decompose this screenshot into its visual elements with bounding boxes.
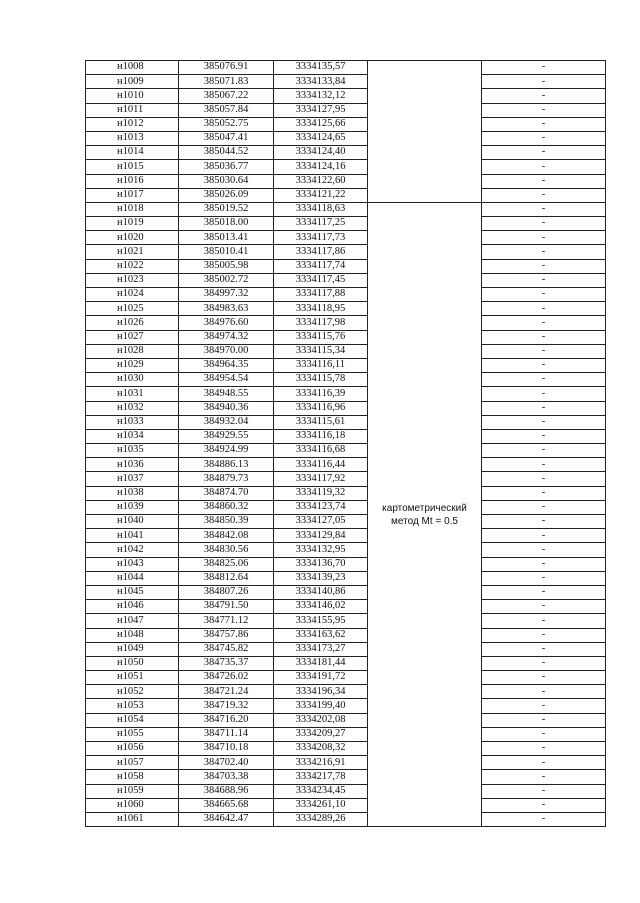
point-name: н1049 (86, 642, 179, 656)
coordinate-y: 3334117,92 (274, 472, 368, 486)
point-name: н1054 (86, 713, 179, 727)
point-name: н1025 (86, 302, 179, 316)
coordinate-x: 384791.50 (179, 600, 274, 614)
point-name: н1010 (86, 89, 179, 103)
point-name: н1038 (86, 486, 179, 500)
table-row (86, 146, 606, 160)
table-row (86, 742, 606, 756)
table-row (86, 75, 606, 89)
coordinate-y: 3334116,39 (274, 387, 368, 401)
coordinate-x: 384976.60 (179, 316, 274, 330)
coordinate-x: 384983.63 (179, 302, 274, 316)
point-name: н1057 (86, 756, 179, 770)
point-name: н1011 (86, 103, 179, 117)
coordinate-x: 385026.09 (179, 188, 274, 202)
table-row (86, 302, 606, 316)
coordinate-y: 3334117,25 (274, 217, 368, 231)
coordinate-x: 384970.00 (179, 344, 274, 358)
note-cell: - (482, 756, 606, 770)
note-cell: - (482, 472, 606, 486)
coordinate-x: 384974.32 (179, 330, 274, 344)
coordinate-y: 3334115,76 (274, 330, 368, 344)
coordinate-y: 3334146,02 (274, 600, 368, 614)
point-name: н1037 (86, 472, 179, 486)
coordinate-x: 385071.83 (179, 75, 274, 89)
point-name: н1047 (86, 614, 179, 628)
coordinate-y: 3334116,96 (274, 401, 368, 415)
coordinate-x: 385067.22 (179, 89, 274, 103)
point-name: н1023 (86, 273, 179, 287)
note-cell: - (482, 429, 606, 443)
note-cell: - (482, 401, 606, 415)
coordinate-y: 3334116,18 (274, 429, 368, 443)
point-name: н1052 (86, 685, 179, 699)
note-cell: - (482, 61, 606, 75)
note-cell: - (482, 174, 606, 188)
coordinate-x: 385010.41 (179, 245, 274, 259)
table-row (86, 316, 606, 330)
point-name: н1030 (86, 373, 179, 387)
note-cell: - (482, 557, 606, 571)
coordinate-y: 3334139,23 (274, 571, 368, 585)
coordinate-y: 3334217,78 (274, 770, 368, 784)
coordinate-y: 3334234,45 (274, 784, 368, 798)
coordinate-y: 3334216,91 (274, 756, 368, 770)
note-cell: - (482, 415, 606, 429)
note-cell: - (482, 259, 606, 273)
note-cell: - (482, 89, 606, 103)
table-row (86, 500, 606, 514)
note-cell: - (482, 316, 606, 330)
coordinate-x: 385052.75 (179, 117, 274, 131)
table-row (86, 217, 606, 231)
point-name: н1018 (86, 202, 179, 216)
coordinate-y: 3334115,61 (274, 415, 368, 429)
table-row (86, 784, 606, 798)
coordinate-x: 384703.38 (179, 770, 274, 784)
coordinate-y: 3334133,84 (274, 75, 368, 89)
table-row (86, 585, 606, 599)
coordinate-y: 3334116,68 (274, 444, 368, 458)
point-name: н1043 (86, 557, 179, 571)
coordinate-y: 3334132,12 (274, 89, 368, 103)
point-name: н1019 (86, 217, 179, 231)
table-row (86, 458, 606, 472)
coordinate-x: 384711.14 (179, 727, 274, 741)
table-row (86, 727, 606, 741)
coordinate-y: 3334136,70 (274, 557, 368, 571)
coordinate-y: 3334124,40 (274, 146, 368, 160)
note-cell: - (482, 444, 606, 458)
coordinate-y: 3334116,11 (274, 358, 368, 372)
coordinate-x: 385044.52 (179, 146, 274, 160)
coordinate-y: 3334173,27 (274, 642, 368, 656)
table-row (86, 798, 606, 812)
table-row (86, 571, 606, 585)
note-cell: - (482, 202, 606, 216)
point-name: н1024 (86, 288, 179, 302)
note-cell: - (482, 486, 606, 500)
point-name: н1029 (86, 358, 179, 372)
table-row (86, 231, 606, 245)
coordinate-x: 384850.39 (179, 515, 274, 529)
note-cell: - (482, 571, 606, 585)
point-name: н1042 (86, 543, 179, 557)
point-name: н1048 (86, 628, 179, 642)
coordinate-y: 3334127,95 (274, 103, 368, 117)
point-name: н1039 (86, 500, 179, 514)
note-cell: - (482, 245, 606, 259)
coordinate-y: 3334289,26 (274, 812, 368, 826)
coordinate-y: 3334155,95 (274, 614, 368, 628)
coordinate-y: 3334121,22 (274, 188, 368, 202)
table-row (86, 174, 606, 188)
table-row (86, 614, 606, 628)
point-name: н1015 (86, 160, 179, 174)
table-row (86, 273, 606, 287)
coordinate-x: 385002.72 (179, 273, 274, 287)
coordinate-x: 384964.35 (179, 358, 274, 372)
coordinate-x: 384745.82 (179, 642, 274, 656)
coordinate-y: 3334117,45 (274, 273, 368, 287)
table-row (86, 245, 606, 259)
table-row (86, 770, 606, 784)
point-name: н1050 (86, 656, 179, 670)
coordinate-y: 3334135,57 (274, 61, 368, 75)
method-cell (368, 202, 482, 826)
coordinate-x: 384735.37 (179, 656, 274, 670)
table-row (86, 415, 606, 429)
coordinate-y: 3334125,66 (274, 117, 368, 131)
table-row (86, 373, 606, 387)
point-name: н1014 (86, 146, 179, 160)
coordinate-y: 3334140,86 (274, 585, 368, 599)
coordinate-x: 384716.20 (179, 713, 274, 727)
table-row (86, 642, 606, 656)
method-cell-empty (368, 61, 482, 203)
table-row (86, 103, 606, 117)
point-name: н1035 (86, 444, 179, 458)
point-name: н1028 (86, 344, 179, 358)
point-name: н1046 (86, 600, 179, 614)
note-cell: - (482, 628, 606, 642)
table-row (86, 89, 606, 103)
note-cell: - (482, 585, 606, 599)
coordinate-x: 384812.64 (179, 571, 274, 585)
note-cell: - (482, 614, 606, 628)
table-row (86, 188, 606, 202)
coordinate-y: 3334181,44 (274, 656, 368, 670)
note-cell: - (482, 699, 606, 713)
note-cell: - (482, 671, 606, 685)
point-name: н1016 (86, 174, 179, 188)
note-cell: - (482, 302, 606, 316)
coordinate-y: 3334123,74 (274, 500, 368, 514)
coordinate-y: 3334118,63 (274, 202, 368, 216)
table-row (86, 117, 606, 131)
coordinate-y: 3334117,73 (274, 231, 368, 245)
coordinate-x: 384842.08 (179, 529, 274, 543)
coordinate-x: 384886.13 (179, 458, 274, 472)
coordinate-y: 3334119,32 (274, 486, 368, 500)
coordinate-y: 3334208,32 (274, 742, 368, 756)
coordinate-y: 3334124,65 (274, 131, 368, 145)
coordinate-y: 3334199,40 (274, 699, 368, 713)
coordinate-y: 3334117,74 (274, 259, 368, 273)
point-name: н1051 (86, 671, 179, 685)
coordinate-y: 3334117,98 (274, 316, 368, 330)
note-cell: - (482, 131, 606, 145)
point-name: н1060 (86, 798, 179, 812)
coordinate-x: 385019.52 (179, 202, 274, 216)
coordinate-x: 385030.64 (179, 174, 274, 188)
table-row (86, 628, 606, 642)
table-row (86, 529, 606, 543)
point-name: н1040 (86, 515, 179, 529)
table-row (86, 61, 606, 75)
coordinate-y: 3334116,44 (274, 458, 368, 472)
table-row (86, 486, 606, 500)
point-name: н1055 (86, 727, 179, 741)
point-name: н1027 (86, 330, 179, 344)
note-cell: - (482, 387, 606, 401)
note-cell: - (482, 642, 606, 656)
coordinate-y: 3334115,34 (274, 344, 368, 358)
note-cell: - (482, 117, 606, 131)
note-cell: - (482, 529, 606, 543)
coordinate-x: 385076.91 (179, 61, 274, 75)
coordinate-x: 384688.96 (179, 784, 274, 798)
coordinate-x: 384924.99 (179, 444, 274, 458)
table-row (86, 671, 606, 685)
table-row (86, 713, 606, 727)
point-name: н1021 (86, 245, 179, 259)
coordinate-y: 3334202,08 (274, 713, 368, 727)
table-row (86, 387, 606, 401)
coordinate-x: 384726.02 (179, 671, 274, 685)
coordinate-y: 3334129,84 (274, 529, 368, 543)
table-row (86, 557, 606, 571)
coordinate-x: 384874.70 (179, 486, 274, 500)
table-row (86, 444, 606, 458)
point-name: н1031 (86, 387, 179, 401)
table-row (86, 515, 606, 529)
table-row (86, 699, 606, 713)
note-cell: - (482, 160, 606, 174)
note-cell: - (482, 188, 606, 202)
table-row (86, 358, 606, 372)
point-name: н1036 (86, 458, 179, 472)
note-cell: - (482, 330, 606, 344)
table-row (86, 656, 606, 670)
note-cell: - (482, 685, 606, 699)
point-name: н1008 (86, 61, 179, 75)
point-name: н1012 (86, 117, 179, 131)
coordinate-x: 384997.32 (179, 288, 274, 302)
table-row (86, 202, 606, 216)
coordinate-x: 384642.47 (179, 812, 274, 826)
point-name: н1022 (86, 259, 179, 273)
note-cell: - (482, 742, 606, 756)
coordinate-x: 384948.55 (179, 387, 274, 401)
note-cell: - (482, 656, 606, 670)
table-row (86, 756, 606, 770)
note-cell: - (482, 373, 606, 387)
coordinate-y: 3334209,27 (274, 727, 368, 741)
point-name: н1017 (86, 188, 179, 202)
point-name: н1059 (86, 784, 179, 798)
coordinate-x: 384940.36 (179, 401, 274, 415)
coordinate-x: 384771.12 (179, 614, 274, 628)
coordinate-y: 3334261,10 (274, 798, 368, 812)
coordinate-x: 385005.98 (179, 259, 274, 273)
point-name: н1056 (86, 742, 179, 756)
point-name: н1034 (86, 429, 179, 443)
method-name: картометрический (382, 502, 467, 514)
coordinate-x: 385018.00 (179, 217, 274, 231)
note-cell: - (482, 231, 606, 245)
coordinate-y: 3334118,95 (274, 302, 368, 316)
coordinate-x: 384702.40 (179, 756, 274, 770)
table-row (86, 429, 606, 443)
table-row (86, 344, 606, 358)
note-cell: - (482, 515, 606, 529)
coordinate-x: 384665.68 (179, 798, 274, 812)
table-row (86, 812, 606, 826)
point-name: н1033 (86, 415, 179, 429)
coordinate-y: 3334117,88 (274, 288, 368, 302)
coordinate-x: 384721.24 (179, 685, 274, 699)
coordinates-table (85, 60, 606, 827)
point-name: н1053 (86, 699, 179, 713)
coordinate-y: 3334196,34 (274, 685, 368, 699)
note-cell: - (482, 146, 606, 160)
note-cell: - (482, 103, 606, 117)
coordinate-y: 3334124,16 (274, 160, 368, 174)
point-name: н1058 (86, 770, 179, 784)
point-name: н1041 (86, 529, 179, 543)
note-cell: - (482, 727, 606, 741)
note-cell: - (482, 358, 606, 372)
coordinate-x: 384879.73 (179, 472, 274, 486)
note-cell: - (482, 770, 606, 784)
coordinate-x: 384860.32 (179, 500, 274, 514)
note-cell: - (482, 344, 606, 358)
table-row (86, 543, 606, 557)
table-row (86, 472, 606, 486)
note-cell: - (482, 784, 606, 798)
note-cell: - (482, 500, 606, 514)
coordinate-x: 384807.26 (179, 585, 274, 599)
coordinates-table-body (86, 61, 606, 827)
note-cell: - (482, 812, 606, 826)
coordinate-x: 384929.55 (179, 429, 274, 443)
coordinate-x: 384932.04 (179, 415, 274, 429)
note-cell: - (482, 288, 606, 302)
coordinate-x: 384825.06 (179, 557, 274, 571)
note-cell: - (482, 217, 606, 231)
table-row (86, 685, 606, 699)
table-row (86, 600, 606, 614)
coordinate-y: 3334117,86 (274, 245, 368, 259)
note-cell: - (482, 543, 606, 557)
point-name: н1044 (86, 571, 179, 585)
coordinate-y: 3334122,60 (274, 174, 368, 188)
coordinate-x: 385036.77 (179, 160, 274, 174)
note-cell: - (482, 713, 606, 727)
coordinate-x: 385057.84 (179, 103, 274, 117)
table-row (86, 401, 606, 415)
coordinate-y: 3334127,05 (274, 515, 368, 529)
point-name: н1032 (86, 401, 179, 415)
point-name: н1020 (86, 231, 179, 245)
point-name: н1061 (86, 812, 179, 826)
coordinate-y: 3334191,72 (274, 671, 368, 685)
table-row (86, 160, 606, 174)
note-cell: - (482, 273, 606, 287)
point-name: н1013 (86, 131, 179, 145)
note-cell: - (482, 798, 606, 812)
coordinate-x: 385047.41 (179, 131, 274, 145)
point-name: н1045 (86, 585, 179, 599)
coordinate-x: 384719.32 (179, 699, 274, 713)
coordinate-y: 3334163,62 (274, 628, 368, 642)
method-accuracy: метод Mt = 0.5 (391, 515, 458, 527)
point-name: н1026 (86, 316, 179, 330)
note-cell: - (482, 75, 606, 89)
note-cell: - (482, 600, 606, 614)
note-cell: - (482, 458, 606, 472)
point-name: н1009 (86, 75, 179, 89)
table-row (86, 259, 606, 273)
coordinate-x: 384954.54 (179, 373, 274, 387)
coordinate-y: 3334115,78 (274, 373, 368, 387)
table-row (86, 131, 606, 145)
coordinate-y: 3334132,95 (274, 543, 368, 557)
coordinate-x: 384757.86 (179, 628, 274, 642)
coordinate-x: 384710.18 (179, 742, 274, 756)
table-row (86, 330, 606, 344)
table-row (86, 288, 606, 302)
coordinate-x: 385013.41 (179, 231, 274, 245)
coordinate-x: 384830.56 (179, 543, 274, 557)
